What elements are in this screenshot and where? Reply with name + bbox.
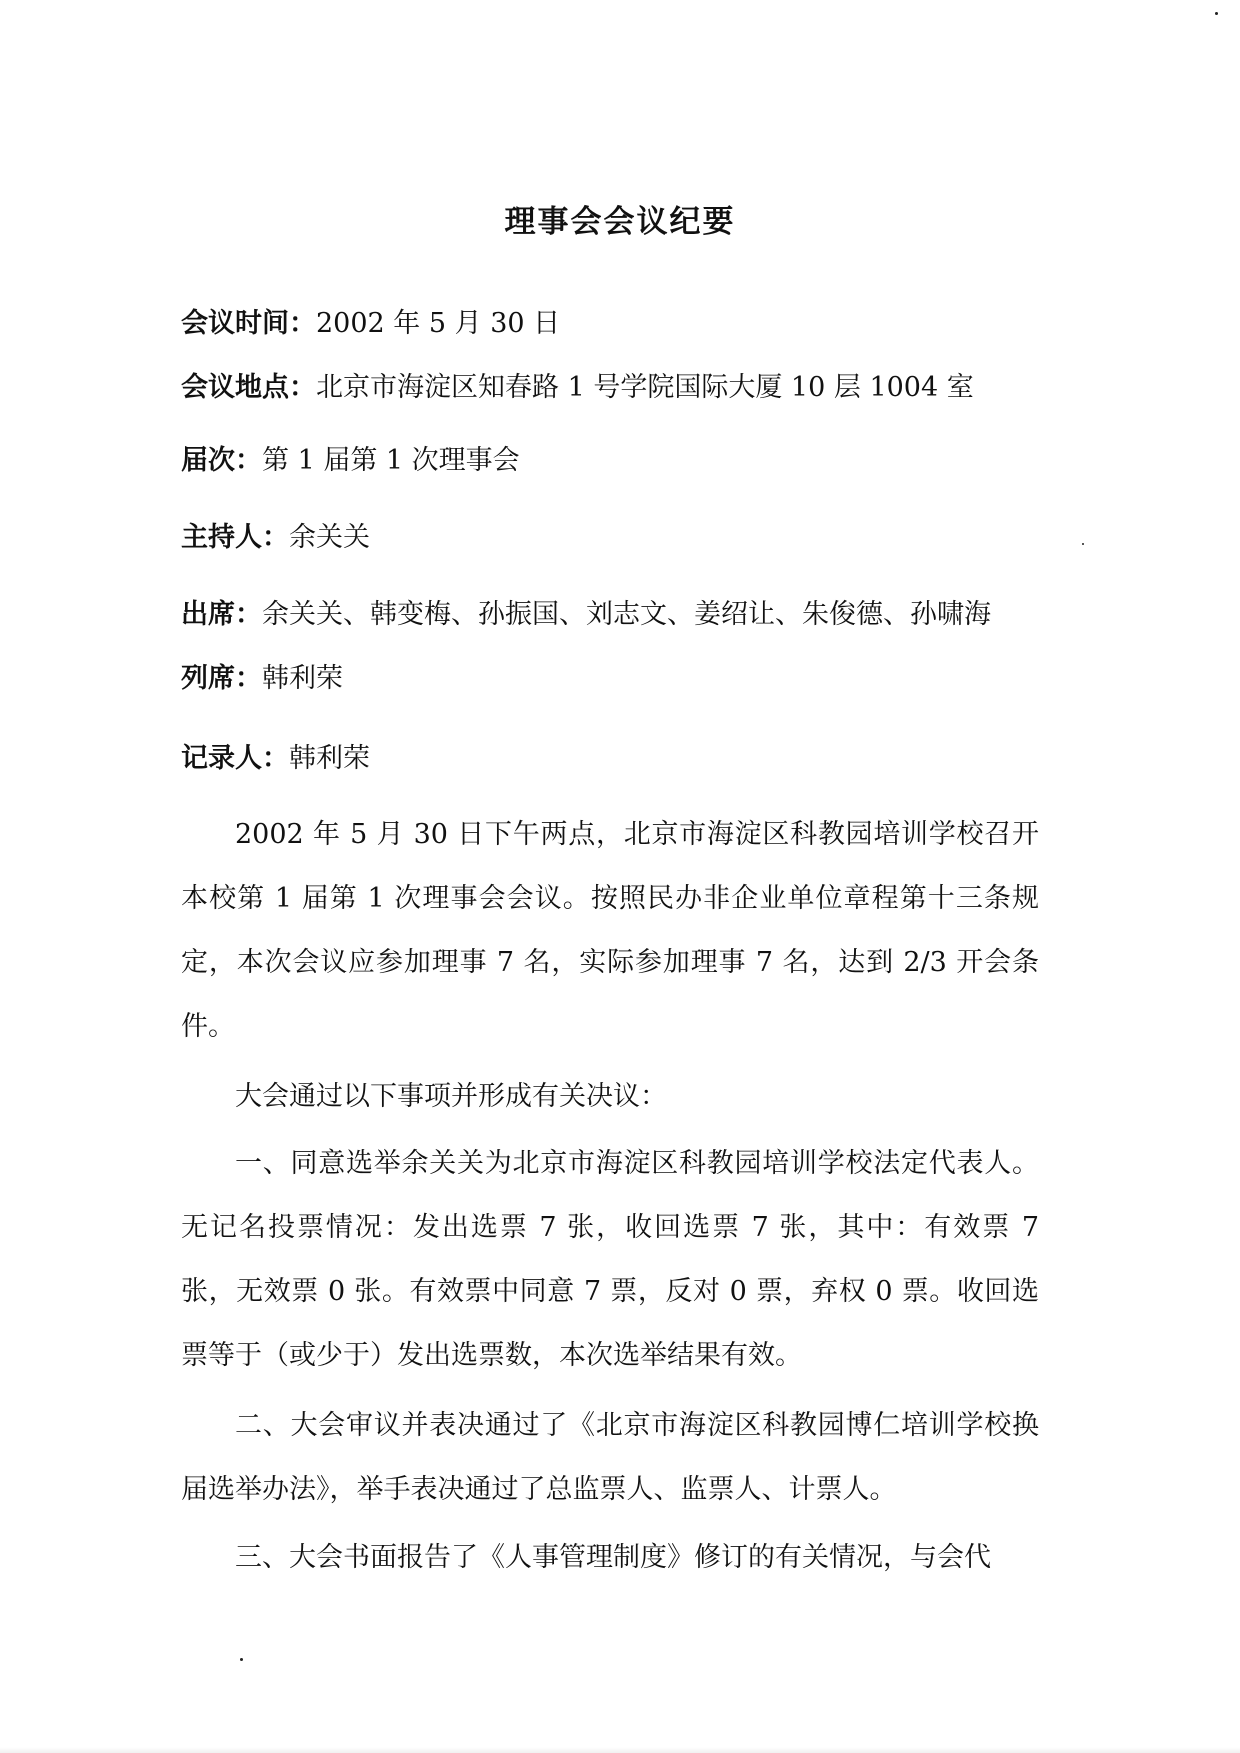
meeting-time-label: 会议时间： [181,308,316,339]
paragraph-resolution-2: 二、大会审议并表决通过了《北京市海淀区科教园博仁培训学校换届选举办法》，举手表决通过了总监票人、监票人、计票人。 [181,1410,1039,1505]
scan-speck [1082,543,1084,545]
meeting-time-field [181,306,560,342]
paragraph-resolution-3: 三、大会书面报告了《人事管理制度》修订的有关情况，与会代 [235,1542,991,1573]
host-label: 主持人： [181,522,289,553]
host-field [181,520,370,556]
recorder-value: 韩利荣 [289,743,370,774]
observers-label: 列席： [181,663,262,694]
attendees-field [181,597,991,633]
meeting-time-value: 2002 年 5 月 30 日 [316,308,561,339]
recorder-field [181,741,370,777]
session-label: 届次： [181,445,262,476]
attendees-value: 余关关、韩变梅、孙振国、刘志文、姜绍让、朱俊德、孙啸海 [262,599,991,630]
meeting-location-label: 会议地点： [181,372,316,403]
attendees-label: 出席： [181,599,262,630]
scan-speck [1215,12,1218,15]
paragraph-resolution-1: 一、同意选举余关关为北京市海淀区科教园培训学校法定代表人。无记名投票情况：发出选票 7 张，收回选票 7 张，其中：有效票 7 张，无效票 0 张。有效票中同意 7 票，反对 0 票，弃权 0 票。收回选票等于（或少于）发出选票数，本次选举结果有效。 [181,1148,1039,1371]
host-value: 余关关 [289,522,370,553]
scan-edge-shadow [0,1747,1240,1753]
meeting-location-field [181,370,974,406]
meeting-location-value: 北京市海淀区知春路 1 号学院国际大厦 10 层 1004 室 [316,372,974,403]
paragraph-resolutions-heading: 大会通过以下事项并形成有关决议： [235,1081,667,1112]
recorder-label: 记录人： [181,743,289,774]
session-value: 第 1 届第 1 次理事会 [262,445,520,476]
document-title: 理事会会议纪要 [504,204,736,240]
scan-speck [240,1658,243,1661]
observers-value: 韩利荣 [262,663,343,694]
paragraph-meeting-intro: 2002 年 5 月 30 日下午两点，北京市海淀区科教园培训学校召开本校第 1 届第 1 次理事会会议。按照民办非企业单位章程第十三条规定，本次会议应参加理事 7 名，实际参加理事 7 名，达到 2/3 开会条件。 [181,819,1039,1042]
observers-field [181,661,343,697]
session-field [181,443,520,479]
